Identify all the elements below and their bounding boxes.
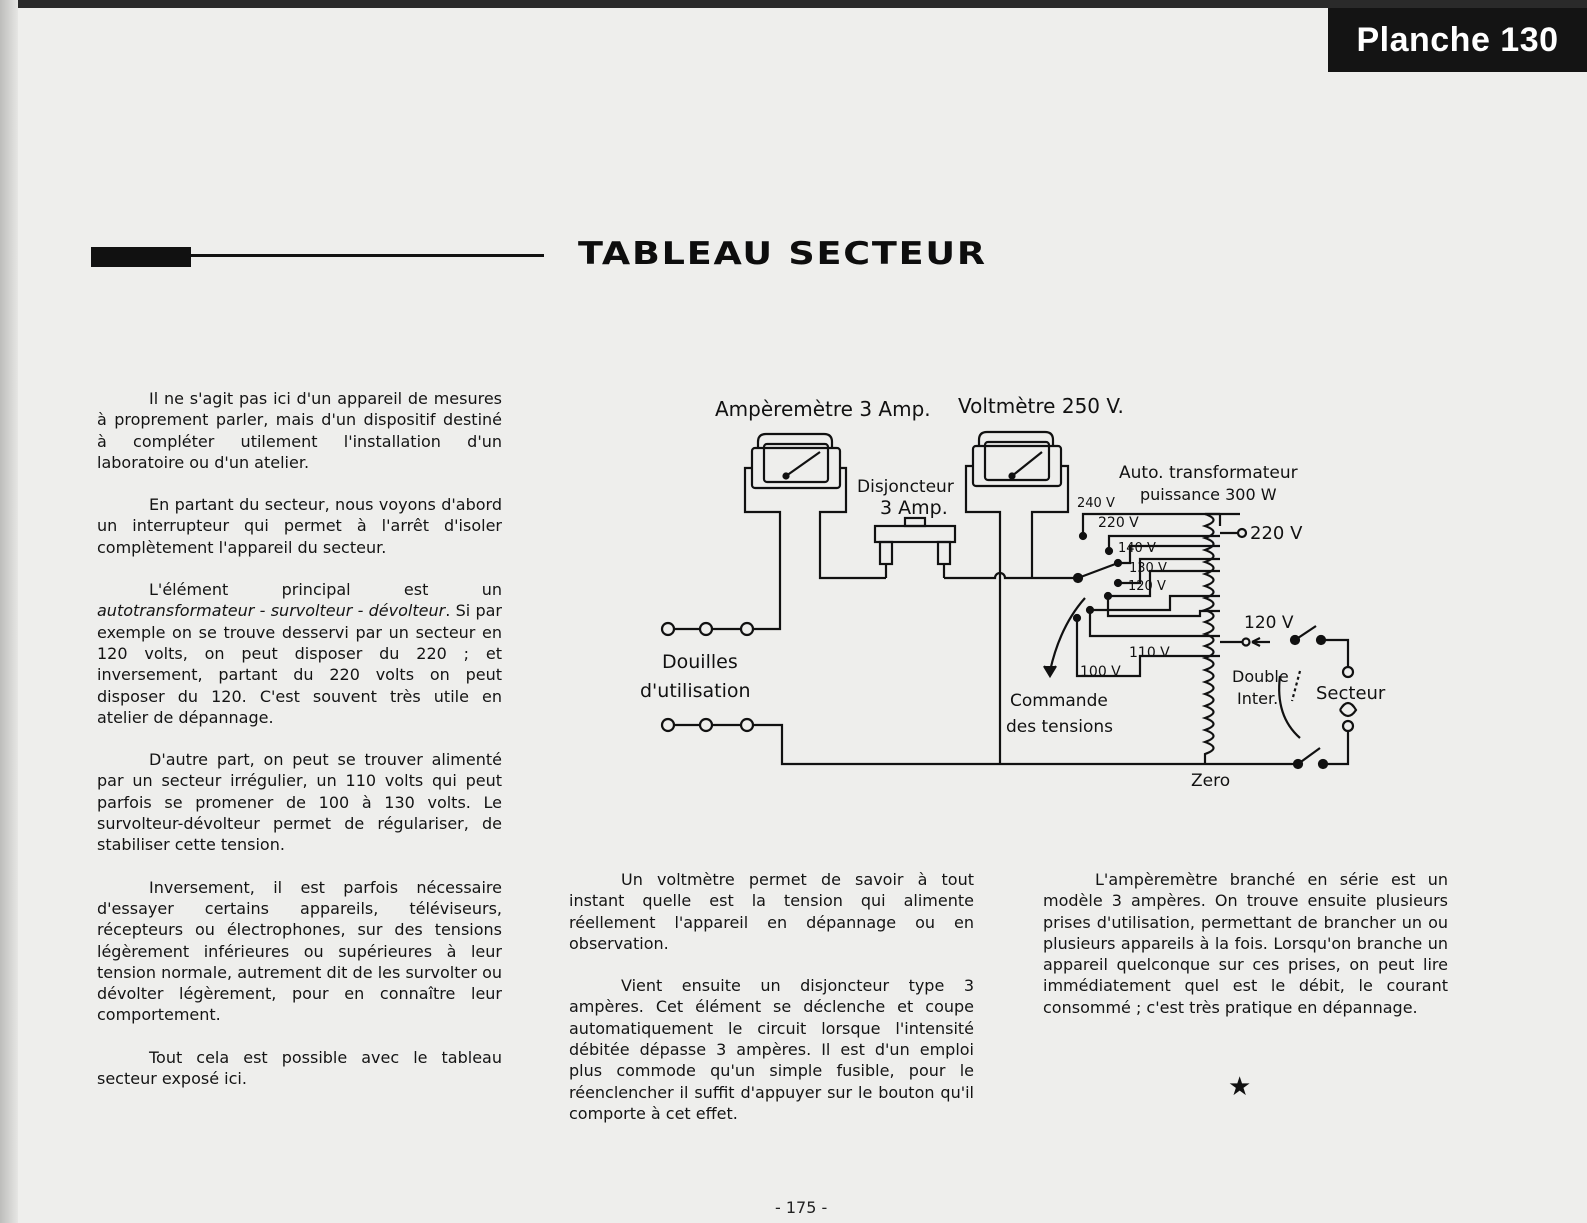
paragraph-italic-term: autotransformateur - survolteur - dévolteur [97,601,446,621]
sockets-label-2: d'utilisation [640,680,751,702]
page-top-edge [0,0,1587,8]
text-column-right [1043,869,1448,1039]
voltmeter-label: Voltmètre 250 V. [958,394,1124,418]
page-number: - 175 - [775,1198,828,1217]
paragraph: L'ampèremètre branché en série est un modèle 3 ampères. On trouve ensuite plusieurs prises d'utilisation, permettant de brancher un ou plusieurs appareils à la fois. Lorsqu'on branche un appareil quelconque sur ces prises, on peut lire immédiatement quel est le débit, le courant consommé ; c'est très pratique en dépannage. [1043,870,1448,1017]
socket-row-bottom [662,719,1292,764]
paragraph-text: . Si par exemple on se trouve desservi par un secteur en 120 volts, on peut disposer du 220 ; et inversement, partant du 220 volts on peut disposer du 120. C'est souvent très utile en atelier de dépannage. [97,601,503,727]
breaker-icon [875,518,1078,578]
autotransformer-coil [1205,514,1246,764]
paragraph: D'autre part, on peut se trouver alimenté par un secteur irrégulier, un 110 volts qui peut parfois se promener de 100 à 130 volts. Le survolteur-dévolteur permet de régulariser, de stabiliser cette tension. [97,750,502,855]
tap-label-140: 140 V [1118,541,1156,556]
circuit-diagram [640,386,1420,806]
binding-shadow [0,0,18,1223]
paragraph: Inversement, il est parfois nécessaire d'essayer certains appareils, téléviseurs, récepteurs ou électrophones, sur des tensions légèrement inférieures ou supérieures à leur tension normale, autrement dit de les survolter ou dévolter légèrement, pour en connaître leur comportement. [97,877,502,1025]
text-column-middle [569,869,974,1145]
ammeter-label: Ampèremètre 3 Amp. [715,397,931,421]
breaker-rating-label: 3 Amp. [880,497,948,519]
ammeter-icon [745,434,880,629]
tap-label-110: 110 V [1129,645,1170,661]
double-switch-label: Double [1232,667,1289,686]
plate-label: Planche 130 [1328,8,1587,72]
double-switch-label-2: Inter. [1237,689,1279,708]
paragraph: En partant du secteur, nous voyons d'abord un interrupteur qui permet à l'arrêt d'isoler complètement l'appareil du secteur. [97,495,502,557]
input-120-label: 120 V [1244,613,1294,633]
tap-label-120: 120 V [1128,579,1166,594]
mains-label: Secteur [1316,683,1386,704]
breaker-label: Disjoncteur [857,477,954,497]
page-title: TABLEAU SECTEUR [578,236,987,272]
sockets-label: Douilles [662,651,738,673]
output-220-label: 220 V [1250,523,1303,544]
command-label-2: des tensions [1006,717,1114,737]
tap-label-240: 240 V [1077,496,1115,511]
command-label: Commande [1010,691,1108,711]
zero-label: Zero [1191,771,1231,791]
voltmeter-icon [966,432,1068,764]
socket-row-top [662,623,773,635]
paragraph: Tout cela est possible avec le tableau secteur exposé ici. [97,1047,502,1089]
paragraph: Il ne s'agit pas ici d'un appareil de mesures à proprement parler, mais d'un dispositif destiné à compléter utilement l'installation d'un laboratoire ou d'un atelier. [97,389,502,472]
paragraph-text: L'élément principal est un [149,580,502,600]
title-rule-thick [91,247,191,267]
paragraph: Vient ensuite un disjoncteur type 3 ampères. Cet élément se déclenche et coupe automatiquement le circuit lorsque l'intensité débitée dépasse 3 ampères. Il est d'un emploi plus commode qu'un simple fusible, pour le réenclencher il suffit d'appuyer sur le bouton qu'il comporte à cet effet. [569,976,974,1123]
text-column-left [97,388,502,1110]
tap-label-100: 100 V [1080,664,1121,680]
star-ornament: ★ [1228,1072,1252,1102]
paragraph: Un voltmètre permet de savoir à tout instant quelle est la tension qui alimente réellement l'appareil en dépannage ou en observation. [569,870,974,953]
tap-label-130: 130 V [1129,561,1167,576]
transformer-power-label: puissance 300 W [1140,485,1277,504]
title-rule-thin [190,254,544,257]
paragraph [97,579,502,728]
transformer-label: Auto. transformateur [1119,463,1298,483]
tap-label-220: 220 V [1098,515,1139,531]
